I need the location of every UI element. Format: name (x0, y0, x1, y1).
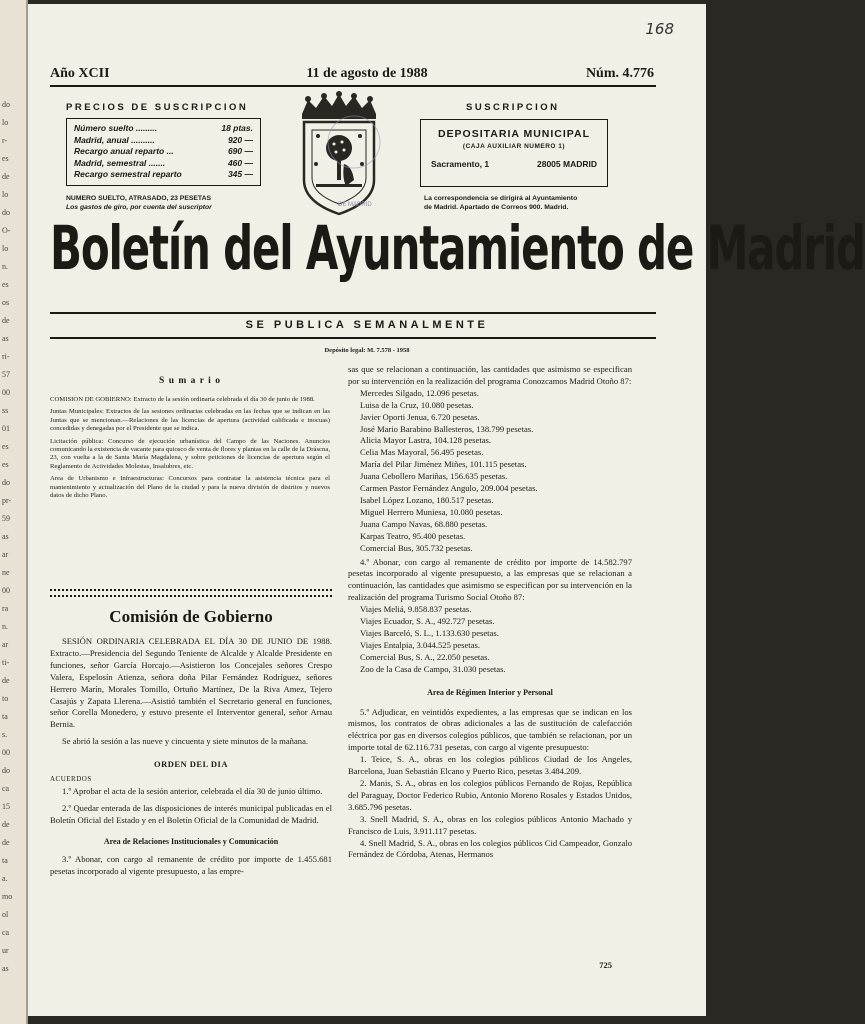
margin-fragment: ne (2, 568, 10, 577)
price-row: Número suelto ......... 18 ptas. (74, 123, 253, 133)
price-row: Madrid, semestral ....... 460 — (74, 157, 253, 168)
masthead-title: Boletín del Ayuntamiento de Madrid (50, 212, 865, 284)
payee-entry: Juana Cebollero Mariñas, 156.635 pesetas. (360, 471, 508, 482)
payee-entry: Luisa de la Cruz, 10.080 pesetas. (360, 399, 474, 410)
caja-label: (CAJA AUXILIAR NUMERO 1) (462, 143, 566, 150)
agreement-item: 4.º Abonar, con cargo al remanente de crédito por importe de 14.582.797 pesetas incorporado al vigente presupuesto, a las empresas que se relacionan a continuación, las cantidades que asimismo se especifican por su intervención en la realización del programa Turismo Social Otoño 87: (348, 556, 632, 603)
margin-fragment: do (2, 208, 10, 217)
margin-fragment: de (2, 820, 10, 829)
issue-number: Núm. 4.776 (585, 66, 654, 81)
margin-fragment: de (2, 676, 10, 685)
price-row: Recargo semestral reparto 345 — (74, 169, 253, 179)
payee-entry: Javier Oporti Jenua, 6.720 pesetas. (360, 411, 480, 422)
area-heading-personnel: Area de Régimen Interior y Personal (427, 687, 553, 697)
payee-entry: Karpas Teatro, 95.400 pesetas. (360, 530, 466, 541)
subscription-heading: SUSCRIPCION (466, 102, 560, 113)
margin-fragment: es (2, 280, 9, 289)
margin-fragment: n. (2, 622, 8, 631)
address-line: Sacramento, 1 28005 MADRID (431, 159, 597, 169)
margin-fragment: do (2, 766, 10, 775)
margin-fragment: r- (2, 136, 8, 145)
subscription-note-2: de Madrid. Apartado de Correos 900. Madrid. (424, 204, 569, 211)
intro-paragraph: sas que se relacionan a continuación, las cantidades que asimismo se especifican por su intervención en la realización del programa Conozcamos Madrid Otoño 87: (348, 364, 632, 386)
margin-fragment: es (2, 442, 9, 451)
payee-entry: Mercedes Silgado, 12.096 pesetas. (360, 387, 479, 398)
payee-entry: Alicia Mayor Lastra, 104.128 pesetas. (360, 435, 492, 446)
prices-note-1: NUMERO SUELTO, ATRASADO, 23 PESETAS (66, 195, 212, 202)
margin-fragment: as (2, 532, 9, 541)
contract-item: 4. Snell Madrid, S. A., obras en los colegios públicos Cid Campeador, Gonzalo Fernández de Córdoba, Atenas, Hermanos (348, 837, 632, 860)
margin-fragment: as (2, 964, 9, 973)
margin-fragment: es (2, 460, 9, 469)
prices-heading: PRECIOS DE SUSCRIPCION (66, 102, 249, 113)
payee-entry: Carmen Pastor Fernández Angulo, 209.004 pesetas. (360, 483, 538, 494)
order-heading: ORDEN DEL DIA (153, 759, 229, 770)
margin-fragment: ca (2, 928, 10, 937)
margin-fragment: 15 (2, 802, 10, 811)
legal-deposit: Depósito legal: M. 7.578 - 1958 (324, 347, 410, 354)
masthead-rule-bottom (50, 337, 656, 339)
payee-entry: Comercial Bus, 305.732 pesetas. (360, 542, 473, 553)
payee-entry: Miguel Herrero Muniesa, 10.080 pesetas. (360, 506, 503, 517)
margin-fragment: lo (2, 244, 9, 253)
payee-entry: Comercial Bus, S. A., 22.050 pesetas. (360, 651, 490, 662)
margin-fragment: s. (2, 730, 8, 739)
margin-fragment: 00 (2, 748, 10, 757)
margin-fragment: ri- (2, 352, 10, 361)
payee-entry: Celia Mas Mayoral, 56.495 pesetas. (360, 447, 484, 458)
payee-entry: Viajes Barceló, S. L., 1.133.630 pesetas. (360, 627, 499, 638)
margin-fragment: 00 (2, 388, 10, 397)
margin-fragment: ar (2, 640, 9, 649)
commission-paragraph: Se abrió la sesión a las nueve y cincuenta y siete minutos de la mañana. (62, 736, 309, 747)
subscription-note-1: La correspondencia se dirigirá al Ayuntamiento (424, 195, 578, 202)
margin-fragment: lo (2, 118, 9, 127)
contract-item: 2. Manis, S. A., obras en los colegios públicos Fernando de Rojas, República del Paraguay, Doctor Federico Rubio, Antonio Moreno Rosales y Estados Unidos, 3.685.796 pesetas. (348, 778, 632, 812)
adjacent-page-edge (0, 0, 28, 1024)
agreement-item: 2.º Quedar enterada de las disposiciones de interés municipal publicadas en el Boletín Oficial del Estado y en el Boletín Oficial de la Comunidad de Madrid. (50, 803, 332, 825)
prices-note-2: Los gastos de giro, por cuenta del suscriptor (66, 204, 212, 211)
payee-entry: Viajes Meliá, 9.858.837 pesetas. (360, 604, 472, 615)
commission-section (50, 607, 332, 878)
margin-fragment: to (2, 694, 9, 703)
margin-fragment: lo (2, 190, 9, 199)
issue-date: 11 de agosto de 1988 (306, 66, 428, 81)
handwritten-page-number: 168 (645, 20, 674, 38)
contract-item: 3. Snell Madrid, S. A., obras en los colegios públicos Antonio Machado y Francisco de Luis, 3.911.117 pesetas. (348, 813, 632, 836)
margin-fragment: ol (2, 910, 9, 919)
margin-fragment: ra (2, 604, 9, 613)
newspaper-page (28, 4, 865, 1016)
depositaria-label: DEPOSITARIA MUNICIPAL (437, 128, 591, 140)
summary-item: Licitación pública: Concurso de ejecución urbanística del Campo de las Naciones. Anuncios comunicando la existencia de vacante para quiosco de venta de flores y plantas en la calle de la Dráscna, 23, con vuelta a la de Santa María Magdalena, y sobre peticiones de licencias de apertura según el Reglamento de Actividades Molestas, Insalubres, etc. (50, 437, 330, 470)
payee-entry: Viajes Entalpia, 3.044.525 pesetas. (360, 639, 481, 650)
margin-fragment: es (2, 154, 9, 163)
margin-fragment: ta (2, 856, 8, 865)
issue-year: Año XCII (50, 66, 110, 81)
payee-entry: Isabel López Lozano, 180.517 pesetas. (360, 494, 494, 505)
margin-fragment: ti- (2, 658, 10, 667)
payee-list (348, 604, 632, 675)
agreement-item: 5.º Adjudicar, en veintidós expedientes, a las empresas que se indican en los mismos, los contratos de obras adicionales a las de sustitución de calefacción eléctrica por gas en diversos colegios públicos, que también se relacionan, por un importe total de 62.116.731 pesetas, con cargo al vigente presupuesto: (348, 706, 632, 753)
margin-fragment: ss (2, 406, 9, 415)
stamp-text: DE MADRID (338, 202, 372, 208)
margin-fragment: os (2, 298, 10, 307)
summary-item: COMISION DE GOBIERNO: Extracto de la sesión ordinaria celebrada el día 30 de junio de 1988. (50, 396, 315, 403)
margin-fragment: 57 (2, 370, 10, 379)
payee-entry: Juana Campo Navas, 68.880 pesetas. (360, 518, 488, 529)
margin-fragment: a. (2, 874, 8, 883)
margin-fragment: n. (2, 262, 8, 271)
madrid-coat-of-arms (294, 92, 384, 220)
prices-box (66, 118, 261, 186)
margin-fragment: O- (2, 226, 11, 235)
payee-list (348, 388, 632, 555)
right-column (348, 364, 632, 861)
price-row: Madrid, anual .......... 920 — (74, 134, 253, 145)
payee-entry: José Mario Barabino Ballesteros, 138.799 pesetas. (360, 423, 534, 434)
subscription-box (420, 119, 608, 187)
margin-fragment: de (2, 316, 10, 325)
summary-item: Juntas Municipales: Extractos de las sesiones ordinarias celebradas en las fechas que se indican en las Juntas que se mencionan.—Relaciones de las licencias de apertura (actividad calificada e inocuas) concedidas y denegadas por el Presidente que se indica. (50, 408, 330, 433)
margin-fragment: 59 (2, 514, 10, 523)
page-number: 725 (599, 960, 612, 970)
header-rule (50, 85, 656, 87)
margin-fragment: as (2, 334, 9, 343)
area-heading: Area de Relaciones Institucionales y Comunicación (103, 836, 279, 846)
margin-fragment: ca (2, 784, 10, 793)
commission-paragraph: SESIÓN ORDINARIA CELEBRADA EL DÍA 30 DE JUNIO DE 1988. Extracto.—Presidencia del Segundo Teniente de Alcalde y Alcalde Presidente en funciones, señor García Horcajo.—Asistieron los Concejales señores Crespo Valera, Espelosín Atienza, señora doña Pilar Fernández Rodríguez, señores Herrero Marín, Morales Tomillo, Ortuño Martínez, De la Riva Amez, Tejero Casajús y Zapata Llerena.—Asistió también el Secretario general en funciones, señor Corella Monedero, y estuvo presente el Interventor general, señor Arnau Bernia. (50, 636, 332, 730)
margin-fragment: do (2, 100, 10, 109)
payee-entry: María del Pilar Jiménez Miñes, 101.115 pesetas. (360, 459, 527, 470)
margin-fragment: pr- (2, 496, 12, 505)
price-row: Recargo anual reparto ... 690 — (74, 146, 253, 156)
section-divider (50, 589, 332, 597)
margin-fragment: ur (2, 946, 9, 955)
margin-fragment: do (2, 478, 10, 487)
contract-item: 1. Teice, S. A., obras en los colegios públicos Ciudad de los Angeles, Barcelona, Juan Sebastián Elcano y Puerto Rico, pesetas 3.484.209. (348, 754, 632, 777)
summary-item: Area de Urbanismo e Infraestructuras: Concursos para contratar la asistencia técnica para el mantenimiento y actualización del Plano de la ciudad y para la nueva división de distritos y nuevos datos de dicho Plano. (50, 475, 330, 500)
margin-fragment: 00 (2, 586, 10, 595)
payee-entry: Zoo de la Casa de Campo, 31.030 pesetas. (360, 663, 506, 674)
agreement-item: 1.º Aprobar el acta de la sesión anterior, celebrada el día 30 de junio último. (62, 786, 323, 797)
margin-fragment: 01 (2, 424, 10, 433)
summary-heading: S u m a r i o (159, 376, 221, 386)
acuerdos-label: ACUERDOS (50, 775, 92, 784)
tagline: SE PUBLICA SEMANALMENTE (245, 319, 489, 331)
masthead-rule-top (50, 312, 656, 314)
margin-fragment: de (2, 838, 10, 847)
left-column (50, 364, 330, 500)
payee-entry: Viajes Ecuador, S. A., 492.727 pesetas. (360, 616, 495, 627)
margin-fragment: mo (2, 892, 13, 901)
margin-fragment: de (2, 172, 10, 181)
commission-heading: Comisión de Gobierno (109, 607, 273, 626)
agreement-item: 3.º Abonar, con cargo al remanente de crédito por importe de 1.455.681 pesetas incorporado al vigente presupuesto, a las empre- (50, 853, 332, 876)
margin-fragment: ar (2, 550, 9, 559)
margin-fragment: ta (2, 712, 8, 721)
